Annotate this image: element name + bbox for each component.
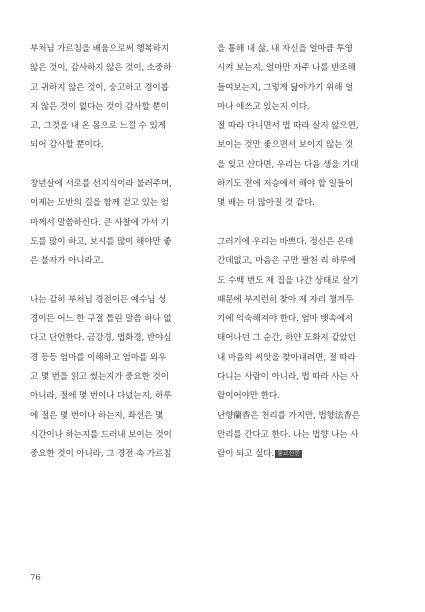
text-line: 창년살에 서로를 선지식이라 불러주며,	[30, 179, 172, 190]
text-line: 마나 애쓰고 있는지 이다.	[217, 101, 310, 112]
text-line: 고 몇 번을 읽고 썼는지가 중요한 것이	[30, 372, 169, 383]
text-line: 들여보는지, 그렇게 닮아가기 위해 얼	[217, 82, 354, 93]
paragraph	[30, 291, 208, 465]
text-line	[217, 445, 395, 464]
text-line: 람이어야만 한다.	[217, 391, 280, 402]
paragraph-gap	[30, 156, 208, 175]
text-line: 하기도 전에 저승에서 해야 할 일들이	[217, 179, 354, 190]
text-line: 고, 그것을 내 온 몸으로 느낄 수 있게	[30, 121, 166, 132]
text-line: 을 통해 내 삶, 내 자신을 얼마큼 투영	[217, 44, 353, 54]
paragraph-gap	[30, 272, 208, 291]
text-line: 을 잊고 산다면, 우리는 다음 생을 기대	[217, 159, 359, 170]
text-line: 간데없고, 마음은 구만 팔천 리 하루에	[217, 256, 356, 267]
text-line: 기에 익숙해져야 한다. 엄마 뱃속에서	[217, 314, 354, 325]
text-line: 나는 감히 부처님 경전이든 예수님 성	[30, 294, 167, 305]
text-line: 절 따라 다니면서 법 따라 살지 않으면,	[217, 121, 359, 132]
text-line: 내 마음의 씨앗을 찾아내려면, 절 따라	[217, 352, 356, 363]
text-line: 되어 감사할 뿐이다.	[30, 140, 104, 151]
text-line: 시켜 보는지, 얼마만 자주 나를 반조해	[217, 63, 356, 74]
text-line: 지 않은 것이 없다는 것이 감사할 뿐이	[30, 101, 169, 112]
text-line: 은 불자가 아니라고.	[30, 256, 104, 267]
text-line: 중요한 것이 아니라, 그 경전 속 가르침	[30, 449, 172, 460]
left-column	[30, 40, 208, 465]
text-line: 다고 단언한다. 금강경, 법화경, 반야심	[30, 333, 172, 344]
text-line: 때문에 부지런히 찾아 제 자리 챙겨두	[217, 294, 354, 305]
text-line: 마께서 말씀하신다. 큰 사찰에 가서 기	[30, 217, 169, 228]
end-mark-badge: 불교신문	[277, 450, 300, 458]
paragraph	[30, 40, 208, 156]
right-column	[217, 40, 395, 465]
page-number: 76	[30, 573, 41, 583]
paragraph	[217, 233, 395, 465]
text-line: 도 수백 번도 제 집을 나간 상태로 살기	[217, 275, 359, 286]
text-line: 경 등등 엄마를 이해하고 엄마를 외우	[30, 352, 167, 363]
text-line: 도를 많이 하고, 보시를 많이 해야만 좋	[30, 236, 172, 247]
text-line: 몇 배는 더 많아질 것 같다.	[217, 198, 315, 209]
text-line: 이제는 도반의 길을 함께 걷고 있는 엄	[30, 198, 169, 209]
text-line: 만리를 간다고 한다. 나는 법향 나는 사	[217, 429, 359, 440]
paragraph	[30, 175, 208, 271]
text-line: 고 귀하지 않은 것이, 숭고하고 경이롭	[30, 82, 169, 93]
text-line: 부처님 가르침을 배움으로써 행복하지	[30, 44, 170, 54]
paragraph-gap	[217, 214, 395, 233]
text-line: 태어나던 그 순간, 하얀 도화지 같았던	[217, 333, 356, 344]
text-line: 보이는 것만 좇으면서 보이지 않는 것	[217, 140, 354, 151]
text-line: 다니는 사람이 아니라, 법 따라 사는 사	[217, 372, 359, 383]
paragraph	[217, 40, 395, 214]
text-line: 시간이나 하는지를 드러내 보이는 것이	[30, 429, 172, 440]
text-line: 아니라, 절에 몇 번이나 다녔는지, 하루	[30, 391, 172, 402]
text-line: 않은 것이, 감사하지 않은 것이, 소중하	[30, 63, 172, 74]
text-line: 그러기에 우리는 바쁘다. 정신은 온데	[217, 236, 354, 247]
text-line: 경이든 어느 한 구절 틀린 말씀 하나 없	[30, 314, 172, 325]
text-line-content: 람이 되고 싶다.	[217, 449, 275, 460]
text-line: 에 절은 몇 번이나 하는지, 좌선은 몇	[30, 410, 164, 421]
text-line: 난향蘭香은 천리를 가지만, 법향法香은	[217, 410, 360, 421]
